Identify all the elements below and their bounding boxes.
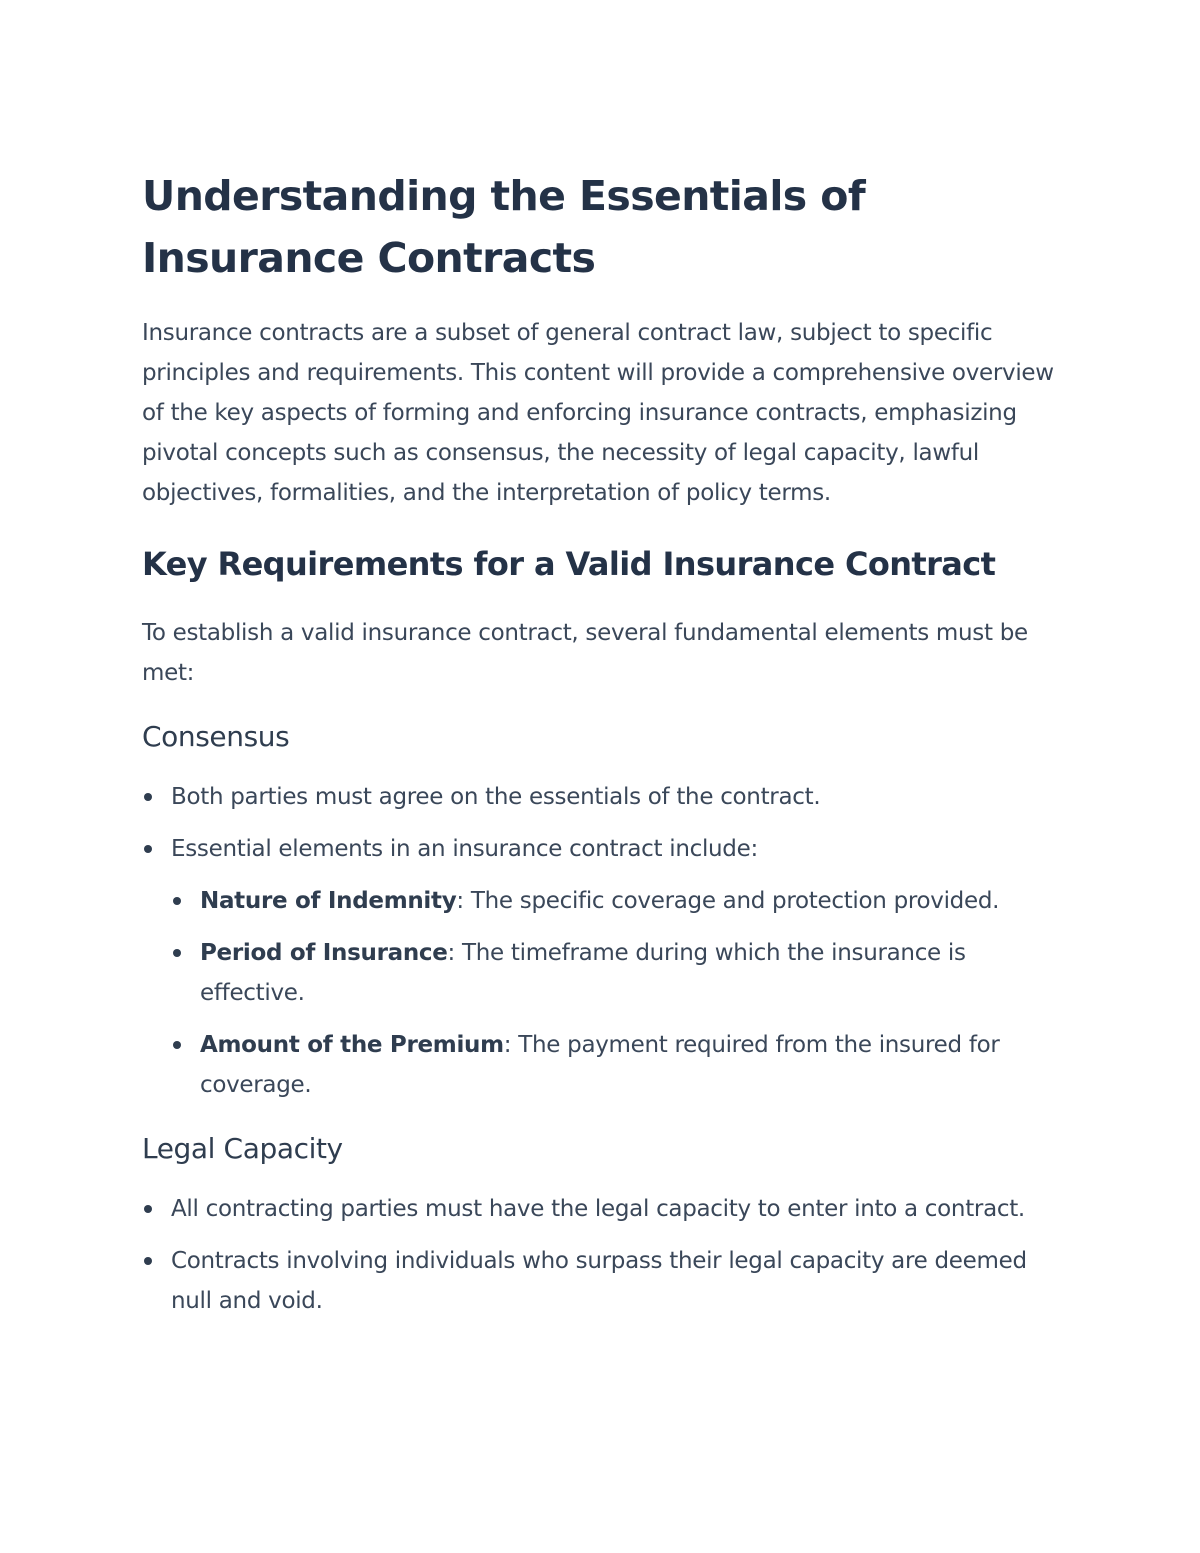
list-item: [142, 1189, 1067, 1229]
section-lead-paragraph: To establish a valid insurance contract, several fundamental elements must be met:: [142, 620, 1028, 686]
list-item-separator: :: [503, 1032, 512, 1058]
list-item-term: Amount of the Premium: [200, 1032, 504, 1058]
list-item: [171, 881, 1067, 921]
list-item: [142, 1241, 1067, 1321]
list-item-term: Period of Insurance: [200, 940, 448, 966]
list-item-text: Essential elements in an insurance contract include:: [171, 836, 758, 862]
legal-capacity-list: [142, 1189, 1067, 1321]
document-page: [142, 165, 1067, 1333]
section-heading: Key Requirements for a Valid Insurance Contract: [142, 545, 996, 583]
consensus-list: [142, 777, 1067, 1105]
bullet-icon: [144, 793, 152, 801]
list-item-term: Nature of Indemnity: [200, 888, 457, 914]
intro-paragraph: Insurance contracts are a subset of general contract law, subject to specific principles and requirements. This content will provide a comprehensive overview of the key aspects of forming and enforcing insurance contracts, emphasizing pivotal concepts such as consensus, the necessity of legal capacity, lawful objectives, formalities, and the interpretation of policy terms.: [142, 320, 1054, 506]
bullet-icon: [173, 1041, 181, 1049]
list-item-text: All contracting parties must have the legal capacity to enter into a contract.: [171, 1196, 1025, 1222]
page-title: Understanding the Essentials of Insurance Contracts: [142, 172, 866, 282]
list-item-separator: :: [456, 888, 464, 914]
bullet-icon: [173, 949, 181, 957]
list-item: [142, 829, 1067, 1105]
list-item-separator: :: [447, 940, 455, 966]
essential-elements-list: [171, 881, 1067, 1105]
list-item-text: Both parties must agree on the essentials of the contract.: [171, 784, 821, 810]
bullet-icon: [144, 1257, 152, 1265]
list-item: [171, 1025, 1067, 1105]
list-item-text: The payment required from the insured for coverage.: [200, 1032, 1000, 1098]
bullet-icon: [173, 897, 181, 905]
list-item: [142, 777, 1067, 817]
list-item-text: The timeframe during which the insurance is effective.: [200, 940, 966, 1006]
bullet-icon: [144, 845, 152, 853]
list-item-text: The specific coverage and protection provided.: [463, 888, 1000, 914]
consensus-heading: Consensus: [142, 720, 290, 753]
bullet-icon: [144, 1205, 152, 1213]
legal-capacity-heading: Legal Capacity: [142, 1132, 343, 1165]
list-item: [171, 933, 1067, 1013]
list-item-text: Contracts involving individuals who surpass their legal capacity are deemed null and void.: [171, 1248, 1027, 1314]
